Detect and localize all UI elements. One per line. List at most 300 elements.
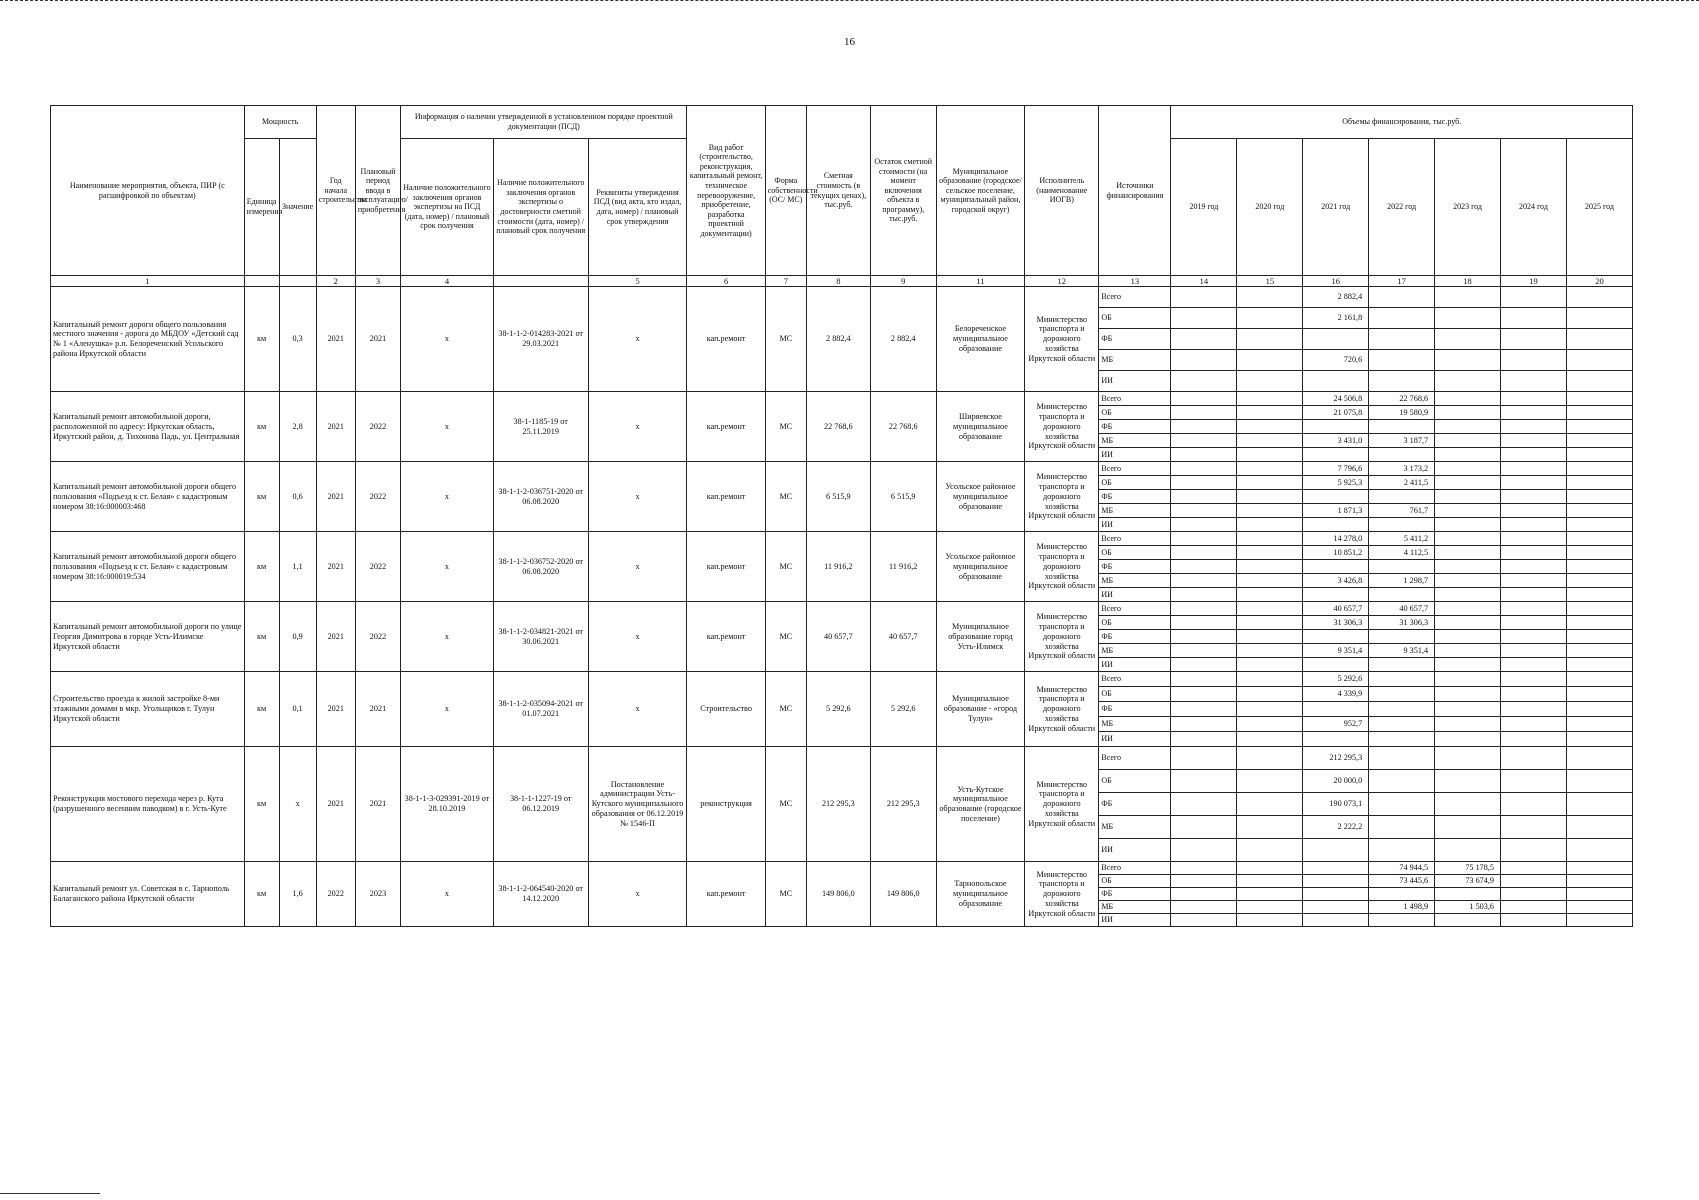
source-cell: Всего xyxy=(1099,747,1171,770)
amount-cell xyxy=(1500,406,1566,420)
table-row xyxy=(51,672,1633,687)
amount-cell xyxy=(1500,490,1566,504)
col-psd-reliability-header: Наличие положительного заключения органов экспертизы о достоверности сметной стоимости (дата, номер) / плановый срок получения xyxy=(493,139,588,276)
table-row xyxy=(51,602,1633,616)
planned-period-cell: 2021 xyxy=(355,287,400,392)
amount-cell xyxy=(1303,888,1369,901)
amount-cell xyxy=(1435,658,1501,672)
amount-cell: 1 498,9 xyxy=(1369,901,1435,914)
amount-cell xyxy=(1500,672,1566,687)
col-work-type-header: Вид работ (строительство, реконструкция, капитальный ремонт, техническое перевооружение, приобретение, разработка проектной документации) xyxy=(687,106,765,276)
amount-cell xyxy=(1435,504,1501,518)
work-type-cell: кап.ремонт xyxy=(687,462,765,532)
source-cell: МБ xyxy=(1099,816,1171,839)
table-row xyxy=(51,747,1633,770)
amount-cell xyxy=(1500,816,1566,839)
amount-cell xyxy=(1500,504,1566,518)
col-capacity-header: Мощность xyxy=(244,106,316,139)
column-number: 7 xyxy=(765,276,806,287)
amount-cell xyxy=(1435,770,1501,793)
psd-expertise-cell: х xyxy=(401,602,494,672)
amount-cell xyxy=(1435,747,1501,770)
amount-cell xyxy=(1237,839,1303,862)
psd-expertise-cell: х xyxy=(401,862,494,927)
amount-cell xyxy=(1566,490,1632,504)
amount-cell xyxy=(1303,702,1369,717)
col-financing-header: Объемы финансирования, тыс.руб. xyxy=(1171,106,1633,139)
amount-cell xyxy=(1435,839,1501,862)
amount-cell xyxy=(1237,350,1303,371)
amount-cell: 1 503,6 xyxy=(1435,901,1501,914)
executor-cell: Министерство транспорта и дорожного хозяйства Иркутской области xyxy=(1025,462,1099,532)
executor-cell: Министерство транспорта и дорожного хозяйства Иркутской области xyxy=(1025,602,1099,672)
col-psd-requisites-header: Реквизиты утверждения ПСД (вид акта, кто издал, дата, номер) / плановый срок утверждения xyxy=(588,139,687,276)
amount-cell xyxy=(1171,371,1237,392)
remaining-cost-cell: 22 768,6 xyxy=(870,392,936,462)
col-municipality-header: Муниципальное образование (городское/сельское поселение, муниципальный район, городской округ) xyxy=(936,106,1025,276)
amount-cell xyxy=(1435,816,1501,839)
psd-requisites-cell: х xyxy=(588,462,687,532)
amount-cell xyxy=(1566,901,1632,914)
psd-reliability-cell: 38-1-1-2-036752-2020 от 06.08.2020 xyxy=(493,532,588,602)
amount-cell xyxy=(1435,602,1501,616)
amount-cell xyxy=(1171,546,1237,560)
amount-cell xyxy=(1303,630,1369,644)
col-planned-period-header: Плановый период ввода в эксплуатацию/приобретения xyxy=(355,106,400,276)
amount-cell: 2 161,8 xyxy=(1303,308,1369,329)
psd-reliability-cell: 38-1-1185-19 от 25.11.2019 xyxy=(493,392,588,462)
amount-cell xyxy=(1566,732,1632,747)
planned-period-cell: 2021 xyxy=(355,672,400,747)
amount-cell xyxy=(1435,717,1501,732)
table-row xyxy=(51,532,1633,546)
source-cell: МБ xyxy=(1099,350,1171,371)
amount-cell xyxy=(1171,658,1237,672)
amount-cell xyxy=(1566,616,1632,630)
amount-cell xyxy=(1566,816,1632,839)
amount-cell xyxy=(1435,420,1501,434)
amount-cell xyxy=(1500,392,1566,406)
work-type-cell: кап.ремонт xyxy=(687,532,765,602)
value-cell: 1,6 xyxy=(279,862,316,927)
col-year-header: 2025 год xyxy=(1566,139,1632,276)
amount-cell xyxy=(1303,560,1369,574)
amount-cell xyxy=(1237,901,1303,914)
amount-cell xyxy=(1237,732,1303,747)
column-number xyxy=(493,276,588,287)
work-type-cell: Строительство xyxy=(687,672,765,747)
amount-cell xyxy=(1566,770,1632,793)
amount-cell xyxy=(1500,702,1566,717)
source-cell: МБ xyxy=(1099,504,1171,518)
amount-cell xyxy=(1237,862,1303,875)
source-cell: Всего xyxy=(1099,462,1171,476)
amount-cell: 3 173,2 xyxy=(1369,462,1435,476)
amount-cell xyxy=(1566,717,1632,732)
amount-cell: 73 674,9 xyxy=(1435,875,1501,888)
column-number: 11 xyxy=(936,276,1025,287)
amount-cell xyxy=(1171,518,1237,532)
amount-cell: 4 339,9 xyxy=(1303,687,1369,702)
amount-cell xyxy=(1500,687,1566,702)
amount-cell xyxy=(1435,490,1501,504)
amount-cell: 2 882,4 xyxy=(1303,287,1369,308)
col-year-header: 2023 год xyxy=(1435,139,1501,276)
amount-cell: 21 075,8 xyxy=(1303,406,1369,420)
psd-reliability-cell: 38-1-1-1227-19 от 06.12.2019 xyxy=(493,747,588,862)
amount-cell xyxy=(1435,732,1501,747)
amount-cell xyxy=(1566,420,1632,434)
amount-cell xyxy=(1435,574,1501,588)
amount-cell xyxy=(1566,546,1632,560)
amount-cell xyxy=(1369,420,1435,434)
amount-cell xyxy=(1171,862,1237,875)
amount-cell: 31 306,3 xyxy=(1303,616,1369,630)
column-number: 6 xyxy=(687,276,765,287)
amount-cell xyxy=(1369,770,1435,793)
amount-cell xyxy=(1500,602,1566,616)
remaining-cost-cell: 149 806,0 xyxy=(870,862,936,927)
psd-reliability-cell: 38-1-1-2-035094-2021 от 01.07.2021 xyxy=(493,672,588,747)
amount-cell xyxy=(1500,658,1566,672)
amount-cell xyxy=(1237,616,1303,630)
amount-cell xyxy=(1237,630,1303,644)
amount-cell xyxy=(1500,616,1566,630)
planned-period-cell: 2022 xyxy=(355,532,400,602)
planned-period-cell: 2022 xyxy=(355,602,400,672)
column-number: 13 xyxy=(1099,276,1171,287)
value-cell: 0,1 xyxy=(279,672,316,747)
object-name: Капитальный ремонт автомобильной дороги, расположенной по адресу: Иркутская область, Иркутский район, д. Тихонова Падь, ул. Центральная xyxy=(51,392,245,462)
amount-cell xyxy=(1171,420,1237,434)
municipality-cell: Тарнопольское муниципальное образование xyxy=(936,862,1025,927)
amount-cell: 1 871,3 xyxy=(1303,504,1369,518)
amount-cell xyxy=(1303,839,1369,862)
amount-cell xyxy=(1435,518,1501,532)
column-number: 12 xyxy=(1025,276,1099,287)
amount-cell xyxy=(1303,371,1369,392)
amount-cell xyxy=(1500,546,1566,560)
source-cell: МБ xyxy=(1099,644,1171,658)
amount-cell: 190 073,1 xyxy=(1303,793,1369,816)
amount-cell xyxy=(1237,560,1303,574)
amount-cell xyxy=(1500,560,1566,574)
amount-cell xyxy=(1303,875,1369,888)
remaining-cost-cell: 40 657,7 xyxy=(870,602,936,672)
column-number: 2 xyxy=(316,276,355,287)
amount-cell xyxy=(1369,371,1435,392)
amount-cell xyxy=(1566,462,1632,476)
amount-cell xyxy=(1237,329,1303,350)
column-number: 5 xyxy=(588,276,687,287)
col-value-header: Значение xyxy=(279,139,316,276)
column-number: 8 xyxy=(806,276,870,287)
amount-cell xyxy=(1237,308,1303,329)
amount-cell xyxy=(1369,717,1435,732)
scan-bottom-line xyxy=(0,1193,100,1194)
amount-cell xyxy=(1435,406,1501,420)
column-number xyxy=(244,276,279,287)
column-number xyxy=(279,276,316,287)
table-row xyxy=(51,862,1633,875)
amount-cell xyxy=(1237,644,1303,658)
amount-cell: 31 306,3 xyxy=(1369,616,1435,630)
amount-cell: 24 506,8 xyxy=(1303,392,1369,406)
unit-cell: км xyxy=(244,462,279,532)
source-cell: ФБ xyxy=(1099,630,1171,644)
amount-cell xyxy=(1369,839,1435,862)
amount-cell xyxy=(1566,658,1632,672)
amount-cell xyxy=(1237,504,1303,518)
amount-cell xyxy=(1500,717,1566,732)
scan-top-edge xyxy=(0,0,1699,5)
object-name: Капитальный ремонт ул. Советская в с. Тарнополь Балаганского района Иркутской области xyxy=(51,862,245,927)
amount-cell xyxy=(1500,793,1566,816)
page-number: 16 xyxy=(844,36,855,48)
amount-cell: 22 768,6 xyxy=(1369,392,1435,406)
amount-cell: 3 431,0 xyxy=(1303,434,1369,448)
value-cell: 2,8 xyxy=(279,392,316,462)
col-remaining-cost-header: Остаток сметной стоимости (на момент включения объекта в программу), тыс.руб. xyxy=(870,106,936,276)
col-sources-header: Источники финансирования xyxy=(1099,106,1171,276)
amount-cell xyxy=(1171,816,1237,839)
estimated-cost-cell: 6 515,9 xyxy=(806,462,870,532)
amount-cell xyxy=(1500,747,1566,770)
amount-cell xyxy=(1435,462,1501,476)
estimated-cost-cell: 2 882,4 xyxy=(806,287,870,392)
object-name: Капитальный ремонт автомобильной дороги по улице Георгия Димитрова в городе Усть-Илимске Иркутской области xyxy=(51,602,245,672)
source-cell: ОБ xyxy=(1099,687,1171,702)
amount-cell xyxy=(1566,702,1632,717)
source-cell: ФБ xyxy=(1099,702,1171,717)
source-cell: ОБ xyxy=(1099,875,1171,888)
amount-cell xyxy=(1237,702,1303,717)
amount-cell xyxy=(1500,839,1566,862)
psd-requisites-cell: х xyxy=(588,672,687,747)
column-number: 18 xyxy=(1435,276,1501,287)
amount-cell xyxy=(1566,644,1632,658)
amount-cell xyxy=(1171,329,1237,350)
amount-cell xyxy=(1500,448,1566,462)
amount-cell xyxy=(1566,602,1632,616)
column-number: 3 xyxy=(355,276,400,287)
col-name-header: Наименование мероприятия, объекта, ПИР (с расшифровкой по объектам) xyxy=(51,106,245,276)
amount-cell xyxy=(1171,770,1237,793)
amount-cell: 761,7 xyxy=(1369,504,1435,518)
source-cell: ФБ xyxy=(1099,888,1171,901)
amount-cell xyxy=(1435,546,1501,560)
estimated-cost-cell: 22 768,6 xyxy=(806,392,870,462)
municipality-cell: Усольское районное муниципальное образование xyxy=(936,532,1025,602)
start-year-cell: 2021 xyxy=(316,462,355,532)
amount-cell xyxy=(1303,862,1369,875)
amount-cell xyxy=(1369,630,1435,644)
source-cell: ФБ xyxy=(1099,560,1171,574)
amount-cell: 4 112,5 xyxy=(1369,546,1435,560)
amount-cell xyxy=(1435,644,1501,658)
source-cell: Всего xyxy=(1099,287,1171,308)
value-cell: 1,1 xyxy=(279,532,316,602)
amount-cell xyxy=(1566,434,1632,448)
amount-cell xyxy=(1369,888,1435,901)
object-name: Капитальный ремонт дороги общего пользования местного значения - дорога до МБДОУ «Детский сад № 1 «Аленушка» р.п. Белореченский Усольского района Иркутской области xyxy=(51,287,245,392)
amount-cell xyxy=(1566,476,1632,490)
amount-cell xyxy=(1500,888,1566,901)
municipality-cell: Белореченское муниципальное образование xyxy=(936,287,1025,392)
start-year-cell: 2021 xyxy=(316,602,355,672)
executor-cell: Министерство транспорта и дорожного хозяйства Иркутской области xyxy=(1025,287,1099,392)
psd-requisites-cell: х xyxy=(588,602,687,672)
amount-cell xyxy=(1435,630,1501,644)
amount-cell xyxy=(1500,862,1566,875)
object-name: Реконструкция мостового перехода через р. Кута (разрушенного весенним паводком) в г. Усть-Куте xyxy=(51,747,245,862)
amount-cell xyxy=(1171,504,1237,518)
table-row xyxy=(51,392,1633,406)
amount-cell xyxy=(1369,702,1435,717)
amount-cell xyxy=(1369,448,1435,462)
ownership-cell: МС xyxy=(765,602,806,672)
amount-cell xyxy=(1435,560,1501,574)
amount-cell xyxy=(1500,770,1566,793)
psd-reliability-cell: 38-1-1-2-064540-2020 от 14.12.2020 xyxy=(493,862,588,927)
amount-cell xyxy=(1237,434,1303,448)
estimated-cost-cell: 149 806,0 xyxy=(806,862,870,927)
amount-cell xyxy=(1566,350,1632,371)
amount-cell: 9 351,4 xyxy=(1369,644,1435,658)
remaining-cost-cell: 6 515,9 xyxy=(870,462,936,532)
psd-expertise-cell: х xyxy=(401,462,494,532)
source-cell: МБ xyxy=(1099,434,1171,448)
amount-cell xyxy=(1500,308,1566,329)
amount-cell xyxy=(1566,747,1632,770)
amount-cell xyxy=(1171,839,1237,862)
amount-cell xyxy=(1500,462,1566,476)
amount-cell xyxy=(1435,287,1501,308)
amount-cell xyxy=(1369,588,1435,602)
amount-cell xyxy=(1171,630,1237,644)
psd-requisites-cell: х xyxy=(588,392,687,462)
amount-cell: 40 657,7 xyxy=(1369,602,1435,616)
source-cell: ИИ xyxy=(1099,518,1171,532)
amount-cell xyxy=(1171,392,1237,406)
amount-cell xyxy=(1566,630,1632,644)
remaining-cost-cell: 212 295,3 xyxy=(870,747,936,862)
amount-cell: 2 222,2 xyxy=(1303,816,1369,839)
amount-cell xyxy=(1171,462,1237,476)
amount-cell xyxy=(1500,532,1566,546)
amount-cell xyxy=(1237,490,1303,504)
source-cell: ИИ xyxy=(1099,448,1171,462)
amount-cell xyxy=(1303,901,1369,914)
amount-cell xyxy=(1303,732,1369,747)
planned-period-cell: 2023 xyxy=(355,862,400,927)
amount-cell xyxy=(1566,532,1632,546)
column-number: 9 xyxy=(870,276,936,287)
amount-cell xyxy=(1171,732,1237,747)
planned-period-cell: 2021 xyxy=(355,747,400,862)
amount-cell xyxy=(1500,420,1566,434)
amount-cell xyxy=(1237,518,1303,532)
column-number: 1 xyxy=(51,276,245,287)
remaining-cost-cell: 5 292,6 xyxy=(870,672,936,747)
amount-cell: 1 298,7 xyxy=(1369,574,1435,588)
table-row xyxy=(51,287,1633,308)
ownership-cell: МС xyxy=(765,392,806,462)
amount-cell xyxy=(1566,308,1632,329)
amount-cell xyxy=(1500,588,1566,602)
ownership-cell: МС xyxy=(765,462,806,532)
source-cell: Всего xyxy=(1099,862,1171,875)
amount-cell xyxy=(1369,287,1435,308)
executor-cell: Министерство транспорта и дорожного хозяйства Иркутской области xyxy=(1025,862,1099,927)
source-cell: ОБ xyxy=(1099,406,1171,420)
amount-cell xyxy=(1435,448,1501,462)
amount-cell xyxy=(1237,532,1303,546)
amount-cell xyxy=(1171,888,1237,901)
amount-cell xyxy=(1435,434,1501,448)
col-executor-header: Исполнитель (наименование ИОГВ) xyxy=(1025,106,1099,276)
amount-cell xyxy=(1369,747,1435,770)
executor-cell: Министерство транспорта и дорожного хозяйства Иркутской области xyxy=(1025,392,1099,462)
amount-cell xyxy=(1171,434,1237,448)
executor-cell: Министерство транспорта и дорожного хозяйства Иркутской области xyxy=(1025,532,1099,602)
amount-cell xyxy=(1566,687,1632,702)
amount-cell xyxy=(1435,308,1501,329)
amount-cell xyxy=(1237,658,1303,672)
amount-cell: 2 411,5 xyxy=(1369,476,1435,490)
amount-cell xyxy=(1435,888,1501,901)
source-cell: ФБ xyxy=(1099,793,1171,816)
object-name: Капитальный ремонт автомобильной дороги общего пользования «Подъезд к ст. Белая» с кадастровым номером 38:16:000019:534 xyxy=(51,532,245,602)
amount-cell xyxy=(1369,490,1435,504)
column-number: 19 xyxy=(1500,276,1566,287)
amount-cell: 3 426,8 xyxy=(1303,574,1369,588)
amount-cell xyxy=(1237,888,1303,901)
amount-cell xyxy=(1237,392,1303,406)
ownership-cell: МС xyxy=(765,672,806,747)
municipality-cell: Ширяевское муниципальное образование xyxy=(936,392,1025,462)
source-cell: МБ xyxy=(1099,717,1171,732)
source-cell: ФБ xyxy=(1099,329,1171,350)
amount-cell xyxy=(1171,644,1237,658)
source-cell: ИИ xyxy=(1099,914,1171,927)
amount-cell xyxy=(1237,546,1303,560)
amount-cell xyxy=(1303,329,1369,350)
source-cell: ОБ xyxy=(1099,546,1171,560)
amount-cell xyxy=(1237,816,1303,839)
amount-cell xyxy=(1369,672,1435,687)
amount-cell xyxy=(1369,914,1435,927)
amount-cell xyxy=(1237,287,1303,308)
amount-cell: 5 292,6 xyxy=(1303,672,1369,687)
source-cell: ИИ xyxy=(1099,658,1171,672)
amount-cell xyxy=(1303,658,1369,672)
col-year-header: 2024 год xyxy=(1500,139,1566,276)
amount-cell xyxy=(1171,616,1237,630)
column-number-row xyxy=(51,276,1633,287)
amount-cell xyxy=(1171,287,1237,308)
column-number: 17 xyxy=(1369,276,1435,287)
source-cell: МБ xyxy=(1099,901,1171,914)
amount-cell xyxy=(1171,476,1237,490)
municipality-cell: Усть-Кутское муниципальное образование (городское поселение) xyxy=(936,747,1025,862)
amount-cell xyxy=(1566,588,1632,602)
amount-cell xyxy=(1435,914,1501,927)
col-year-header: 2020 год xyxy=(1237,139,1303,276)
ownership-cell: МС xyxy=(765,747,806,862)
source-cell: ОБ xyxy=(1099,308,1171,329)
amount-cell: 5 411,2 xyxy=(1369,532,1435,546)
